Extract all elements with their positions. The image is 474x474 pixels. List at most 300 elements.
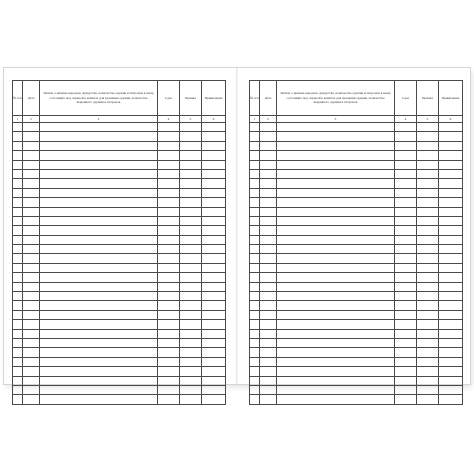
table-row	[13, 367, 226, 376]
table-cell	[158, 348, 180, 357]
table-cell	[180, 367, 202, 376]
table-cell	[417, 123, 439, 132]
table-cell	[158, 188, 180, 197]
table-cell	[202, 160, 226, 169]
table-row	[13, 310, 226, 319]
table-cell	[250, 376, 260, 385]
table-cell	[40, 123, 158, 132]
table-cell	[395, 207, 417, 216]
table-cell	[395, 151, 417, 160]
table-cell	[417, 179, 439, 188]
table-cell	[250, 329, 260, 338]
table-cell	[23, 357, 40, 366]
table-cell	[395, 245, 417, 254]
table-cell	[260, 292, 277, 301]
table-cell	[158, 395, 180, 404]
table-cell	[395, 310, 417, 319]
table-cell	[250, 179, 260, 188]
table-cell	[13, 329, 23, 338]
table-cell	[23, 320, 40, 329]
table-cell	[277, 329, 395, 338]
table-cell	[23, 141, 40, 150]
table-cell	[40, 329, 158, 338]
table-cell	[13, 123, 23, 132]
table-cell	[202, 367, 226, 376]
table-cell	[23, 301, 40, 310]
table-cell	[395, 132, 417, 141]
table-cell	[180, 301, 202, 310]
table-cell	[40, 216, 158, 225]
table-cell	[23, 338, 40, 347]
table-cell	[180, 282, 202, 291]
table-cell	[180, 395, 202, 404]
table-cell	[395, 338, 417, 347]
table-cell	[250, 338, 260, 347]
table-cell	[202, 357, 226, 366]
table-row	[250, 329, 463, 338]
table-cell	[260, 376, 277, 385]
table-cell	[23, 376, 40, 385]
table-cell	[260, 329, 277, 338]
table-cell	[23, 292, 40, 301]
table-cell	[417, 385, 439, 394]
table-row	[13, 179, 226, 188]
table-cell	[202, 263, 226, 272]
table-cell	[23, 198, 40, 207]
table-cell	[417, 310, 439, 319]
table-cell	[13, 198, 23, 207]
table-cell	[250, 395, 260, 404]
table-cell	[23, 273, 40, 282]
table-cell	[13, 338, 23, 347]
table-cell	[23, 169, 40, 178]
table-cell	[13, 188, 23, 197]
table-cell	[439, 395, 463, 404]
table-cell	[260, 273, 277, 282]
table-cell	[250, 188, 260, 197]
table-cell	[40, 338, 158, 347]
table-cell	[158, 207, 180, 216]
column-number: 3	[40, 116, 158, 123]
table-cell	[180, 169, 202, 178]
table-cell	[439, 329, 463, 338]
table-cell	[260, 179, 277, 188]
table-cell	[13, 169, 23, 178]
table-cell	[23, 123, 40, 132]
table-row	[250, 160, 463, 169]
table-cell	[277, 367, 395, 376]
table-cell	[180, 123, 202, 132]
table-cell	[13, 254, 23, 263]
table-cell	[202, 320, 226, 329]
table-cell	[277, 188, 395, 197]
spread-fold	[236, 68, 238, 384]
table-cell	[202, 207, 226, 216]
table-cell	[23, 179, 40, 188]
table-cell	[23, 282, 40, 291]
table-row	[250, 273, 463, 282]
table-cell	[13, 216, 23, 225]
table-cell	[40, 301, 158, 310]
table-cell	[439, 263, 463, 272]
table-cell	[158, 141, 180, 150]
table-cell	[180, 320, 202, 329]
table-cell	[158, 198, 180, 207]
table-cell	[260, 132, 277, 141]
table-cell	[180, 245, 202, 254]
table-cell	[250, 226, 260, 235]
table-row	[13, 216, 226, 225]
table-cell	[277, 245, 395, 254]
table-cell	[202, 310, 226, 319]
table-row	[13, 385, 226, 394]
table-row	[13, 357, 226, 366]
table-cell	[180, 216, 202, 225]
table-cell	[40, 198, 158, 207]
table-cell	[23, 235, 40, 244]
table-cell	[260, 226, 277, 235]
table-cell	[439, 207, 463, 216]
table-cell	[158, 357, 180, 366]
col-date-header: Дата	[23, 81, 40, 116]
table-cell	[180, 338, 202, 347]
column-number-row	[13, 116, 226, 123]
table-row	[250, 338, 463, 347]
table-cell	[260, 395, 277, 404]
table-cell	[417, 348, 439, 357]
table-row	[250, 123, 463, 132]
column-number: 6	[439, 116, 463, 123]
table-row	[250, 245, 463, 254]
table-cell	[395, 216, 417, 225]
table-cell	[417, 207, 439, 216]
table-row	[250, 376, 463, 385]
table-cell	[260, 216, 277, 225]
table-cell	[260, 141, 277, 150]
table-cell	[158, 245, 180, 254]
table-cell	[202, 216, 226, 225]
table-cell	[158, 367, 180, 376]
column-number: 2	[260, 116, 277, 123]
table-cell	[250, 141, 260, 150]
table-cell	[40, 169, 158, 178]
table-row	[250, 198, 463, 207]
table-cell	[180, 292, 202, 301]
table-cell	[40, 160, 158, 169]
table-cell	[250, 216, 260, 225]
table-cell	[439, 160, 463, 169]
table-row	[13, 207, 226, 216]
table-cell	[417, 216, 439, 225]
table-cell	[180, 132, 202, 141]
table-cell	[395, 273, 417, 282]
table-row	[250, 282, 463, 291]
table-cell	[180, 263, 202, 272]
table-cell	[158, 310, 180, 319]
table-row	[13, 151, 226, 160]
table-cell	[202, 198, 226, 207]
table-cell	[250, 254, 260, 263]
journal-table-left	[12, 80, 226, 405]
table-cell	[23, 160, 40, 169]
table-cell	[23, 310, 40, 319]
table-cell	[250, 367, 260, 376]
table-row	[13, 141, 226, 150]
table-cell	[13, 395, 23, 404]
table-cell	[417, 367, 439, 376]
table-cell	[277, 216, 395, 225]
table-cell	[23, 151, 40, 160]
col-accepted-header: Принял	[417, 81, 439, 116]
table-row	[250, 348, 463, 357]
table-cell	[23, 395, 40, 404]
table-cell	[439, 226, 463, 235]
table-cell	[40, 207, 158, 216]
table-cell	[180, 357, 202, 366]
table-cell	[395, 141, 417, 150]
table-cell	[277, 123, 395, 132]
table-cell	[180, 141, 202, 150]
table-row	[13, 235, 226, 244]
table-cell	[395, 263, 417, 272]
table-cell	[260, 357, 277, 366]
table-cell	[180, 235, 202, 244]
table-cell	[202, 292, 226, 301]
table-cell	[180, 188, 202, 197]
table-cell	[13, 292, 23, 301]
table-cell	[439, 367, 463, 376]
table-cell	[158, 282, 180, 291]
table-cell	[439, 123, 463, 132]
table-cell	[395, 235, 417, 244]
table-cell	[13, 226, 23, 235]
table-row	[250, 216, 463, 225]
table-cell	[439, 301, 463, 310]
table-cell	[13, 310, 23, 319]
table-cell	[439, 169, 463, 178]
table-cell	[158, 123, 180, 132]
column-number: 1	[13, 116, 23, 123]
table-cell	[417, 141, 439, 150]
table-cell	[260, 198, 277, 207]
table-cell	[40, 376, 158, 385]
table-cell	[13, 235, 23, 244]
table-cell	[439, 320, 463, 329]
table-cell	[277, 226, 395, 235]
table-cell	[417, 301, 439, 310]
col-records-header: Записи о приеме-передаче дежурства, количестве оружия и патронов к нему, состоящих под охраной в комнате для хранения оружия, количестве выданного оружия и патронов	[277, 81, 395, 116]
table-row	[13, 132, 226, 141]
table-cell	[277, 320, 395, 329]
table-cell	[250, 310, 260, 319]
table-cell	[417, 254, 439, 263]
table-row	[13, 254, 226, 263]
table-cell	[40, 310, 158, 319]
table-row	[13, 338, 226, 347]
table-cell	[277, 179, 395, 188]
table-cell	[158, 179, 180, 188]
table-cell	[23, 132, 40, 141]
table-cell	[250, 207, 260, 216]
table-cell	[277, 301, 395, 310]
col-handed-over-header: Сдал	[395, 81, 417, 116]
table-cell	[13, 282, 23, 291]
table-cell	[277, 169, 395, 178]
table-cell	[180, 273, 202, 282]
table-cell	[180, 207, 202, 216]
table-cell	[158, 376, 180, 385]
table-cell	[40, 141, 158, 150]
column-number: 4	[158, 116, 180, 123]
table-row	[13, 198, 226, 207]
table-cell	[202, 151, 226, 160]
table-cell	[277, 338, 395, 347]
table-cell	[250, 160, 260, 169]
table-cell	[417, 292, 439, 301]
table-cell	[395, 169, 417, 178]
table-row	[250, 141, 463, 150]
table-cell	[40, 395, 158, 404]
table-cell	[202, 301, 226, 310]
table-cell	[395, 282, 417, 291]
table-cell	[417, 263, 439, 272]
table-cell	[40, 320, 158, 329]
column-number-row	[250, 116, 463, 123]
table-cell	[260, 282, 277, 291]
table-cell	[260, 151, 277, 160]
table-cell	[40, 263, 158, 272]
col-notes-header: Примечание	[439, 81, 463, 116]
table-cell	[40, 151, 158, 160]
table-cell	[417, 132, 439, 141]
table-cell	[13, 385, 23, 394]
table-row	[250, 151, 463, 160]
table-row	[250, 357, 463, 366]
table-cell	[277, 348, 395, 357]
table-cell	[395, 292, 417, 301]
table-cell	[250, 385, 260, 394]
table-cell	[417, 169, 439, 178]
table-cell	[40, 348, 158, 357]
table-cell	[260, 367, 277, 376]
table-cell	[250, 273, 260, 282]
table-cell	[40, 254, 158, 263]
table-row	[13, 123, 226, 132]
table-cell	[158, 151, 180, 160]
table-cell	[158, 216, 180, 225]
table-cell	[13, 160, 23, 169]
table-cell	[277, 395, 395, 404]
table-cell	[439, 198, 463, 207]
journal-table-right	[249, 80, 463, 405]
column-number: 6	[202, 116, 226, 123]
table-cell	[40, 226, 158, 235]
table-cell	[202, 123, 226, 132]
table-cell	[260, 385, 277, 394]
table-cell	[417, 376, 439, 385]
table-cell	[23, 385, 40, 394]
column-number: 3	[277, 116, 395, 123]
table-cell	[202, 245, 226, 254]
table-cell	[250, 357, 260, 366]
table-cell	[277, 160, 395, 169]
table-cell	[417, 160, 439, 169]
table-cell	[395, 301, 417, 310]
table-cell	[260, 245, 277, 254]
col-handed-over-header: Сдал	[158, 81, 180, 116]
table-cell	[23, 188, 40, 197]
table-row	[250, 254, 463, 263]
table-cell	[260, 160, 277, 169]
col-number-header: № п/п	[13, 81, 23, 116]
table-cell	[277, 310, 395, 319]
table-cell	[158, 263, 180, 272]
table-cell	[277, 282, 395, 291]
table-cell	[40, 235, 158, 244]
table-cell	[23, 245, 40, 254]
table-cell	[250, 123, 260, 132]
table-cell	[158, 235, 180, 244]
table-cell	[260, 254, 277, 263]
table-cell	[260, 310, 277, 319]
table-cell	[158, 226, 180, 235]
table-cell	[395, 254, 417, 263]
table-cell	[13, 179, 23, 188]
table-cell	[13, 301, 23, 310]
table-row	[13, 348, 226, 357]
table-row	[250, 226, 463, 235]
table-cell	[180, 329, 202, 338]
table-cell	[260, 188, 277, 197]
table-cell	[417, 273, 439, 282]
table-cell	[202, 226, 226, 235]
table-row	[13, 301, 226, 310]
header-row	[13, 81, 226, 116]
table-cell	[417, 282, 439, 291]
table-cell	[439, 292, 463, 301]
table-cell	[202, 235, 226, 244]
column-number: 5	[417, 116, 439, 123]
table-cell	[23, 216, 40, 225]
table-cell	[40, 179, 158, 188]
table-cell	[202, 132, 226, 141]
table-cell	[260, 235, 277, 244]
table-cell	[395, 385, 417, 394]
table-row	[13, 226, 226, 235]
right-page	[249, 80, 470, 405]
table-cell	[277, 254, 395, 263]
table-cell	[250, 348, 260, 357]
table-cell	[40, 282, 158, 291]
table-cell	[13, 273, 23, 282]
table-cell	[23, 226, 40, 235]
table-cell	[13, 141, 23, 150]
table-row	[13, 329, 226, 338]
table-cell	[395, 188, 417, 197]
table-cell	[439, 245, 463, 254]
col-accepted-header: Принял	[180, 81, 202, 116]
table-cell	[395, 376, 417, 385]
table-row	[13, 282, 226, 291]
table-cell	[439, 235, 463, 244]
table-cell	[202, 169, 226, 178]
table-cell	[13, 132, 23, 141]
table-cell	[439, 273, 463, 282]
table-cell	[417, 198, 439, 207]
table-cell	[40, 292, 158, 301]
table-cell	[13, 348, 23, 357]
column-number: 5	[180, 116, 202, 123]
